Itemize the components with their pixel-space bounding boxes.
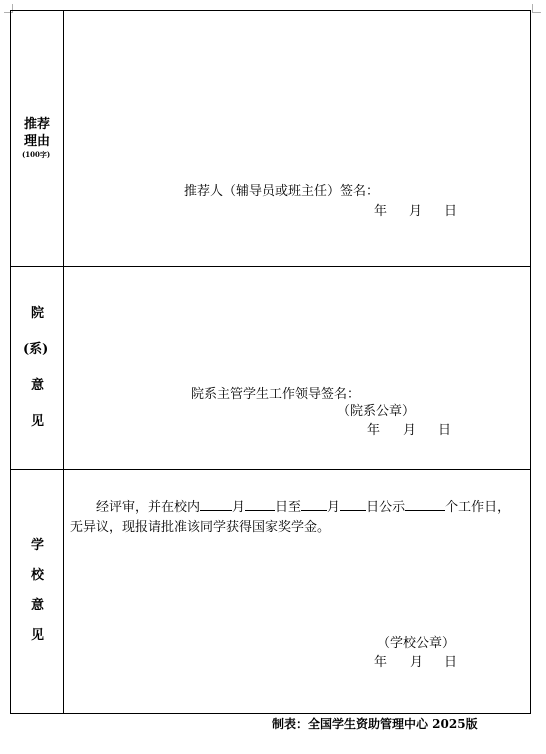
school-review-line1	[96, 498, 510, 516]
school-date-day: 日	[444, 655, 458, 670]
publicity-days-blank[interactable]	[405, 498, 445, 511]
row-divider-2	[10, 469, 531, 470]
dept-date-year: 年	[367, 423, 381, 438]
row-divider-1	[10, 266, 531, 267]
dept-label-char1: 院	[31, 306, 45, 321]
school-date-year: 年	[374, 655, 388, 670]
recommend-word-limit: (100字)	[22, 150, 51, 159]
dept-date-month: 月	[403, 423, 417, 438]
publicity-start-day-blank[interactable]	[245, 498, 275, 511]
recommend-date-year: 年	[374, 204, 388, 219]
publicity-end-day-blank[interactable]	[340, 498, 366, 511]
publicity-end-month-blank[interactable]	[301, 498, 327, 511]
school-date-month: 月	[410, 655, 424, 670]
dept-label-char4: 见	[31, 414, 45, 429]
recommender-signature-label: 推荐人（辅导员或班主任）签名：	[184, 184, 380, 199]
dept-date-day: 日	[438, 423, 452, 438]
recommend-date-month: 月	[409, 204, 423, 219]
recommend-label-line1: 推荐	[24, 117, 51, 132]
dept-label-char3: 意	[31, 378, 45, 393]
recommend-label-line2: 理由	[24, 134, 51, 149]
school-seal: （学校公章）	[377, 636, 456, 651]
school-review-text-2: 月	[232, 500, 246, 515]
dept-label-char2: (系)	[23, 342, 49, 357]
school-review-text-3: 日至	[275, 500, 302, 515]
page-corner-mark-right	[532, 4, 541, 13]
school-review-text-6: 个工作日，	[445, 500, 511, 515]
school-review-text-1: 经评审，并在校内	[96, 500, 201, 515]
school-label-char1: 学	[31, 538, 45, 553]
publicity-start-month-blank[interactable]	[200, 498, 232, 511]
dept-seal: （院系公章）	[337, 404, 416, 419]
school-review-text-5: 日公示	[366, 500, 406, 515]
school-label-char3: 意	[31, 598, 45, 613]
school-label-char2: 校	[31, 568, 45, 583]
column-divider	[63, 10, 64, 714]
form-footer: 制表：全国学生资助管理中心 2025版	[272, 717, 478, 731]
school-review-line2: 无异议，现报请批准该同学获得国家奖学金。	[70, 520, 331, 535]
form-table	[10, 10, 531, 714]
dept-leader-signature-label: 院系主管学生工作领导签名：	[191, 387, 361, 402]
school-label-char4: 见	[31, 628, 45, 643]
school-review-text-4: 月	[327, 500, 341, 515]
recommend-date-day: 日	[444, 204, 458, 219]
